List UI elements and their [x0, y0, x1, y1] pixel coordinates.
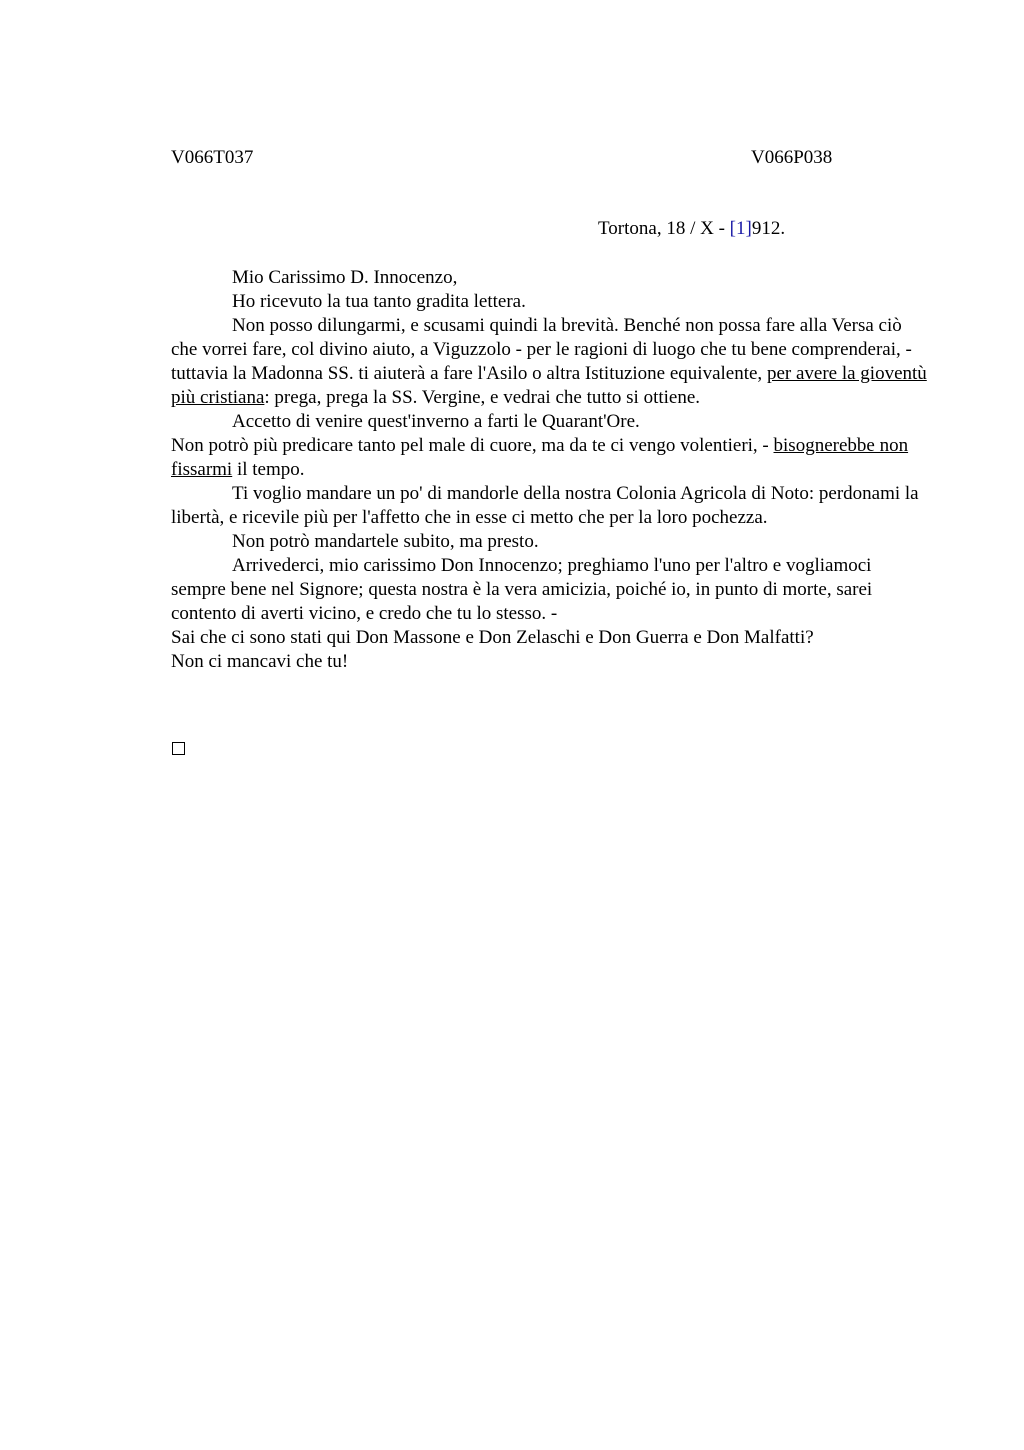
paragraph-2 — [171, 314, 931, 410]
paragraph-3: Accetto di venire quest'inverno a farti le Quarant'Ore. — [232, 411, 640, 432]
paragraph-5: Ti voglio mandare un po' di mandorle della nostra Colonia Agricola di Noto: perdonami la libertà, e ricevile più per l'affetto che in esse ci metto che per la loro pochezza. — [171, 483, 919, 528]
paragraph-9: Non ci mancavi che tu! — [171, 651, 349, 672]
document-code-right: V066P038 — [751, 147, 833, 168]
paragraph-1: Ho ricevuto la tua tanto gradita lettera. — [232, 291, 526, 312]
end-marker-box-icon — [172, 742, 185, 755]
paragraph-7: Arrivederci, mio carissimo Don Innocenzo; preghiamo l'uno per l'altro e vogliamoci sempre bene nel Signore; questa nostra è la vera amicizia, poiché io, in punto di morte, sarei contento di averti vicino, e credo che tu lo stesso. - — [171, 555, 873, 624]
dateline-year: 912. — [751, 218, 786, 239]
paragraph-2-text-b: : prega, prega la SS. Vergine, e vedrai che tutto si ottiene. — [264, 387, 701, 408]
paragraph-4-text-a: Non potrò più predicare tanto pel male di cuore, ma da te ci vengo volentieri, - — [171, 435, 774, 456]
paragraph-8: Sai che ci sono stati qui Don Massone e Don Zelaschi e Don Guerra e Don Malfatti? — [171, 627, 814, 648]
dateline-place: Tortona, 18 / X - — [598, 218, 730, 239]
footnote-ref-link[interactable]: [1] — [729, 218, 752, 239]
underlined-phrase: bisognerebbe non fissarmi — [171, 435, 909, 480]
letter-body — [171, 266, 931, 674]
document-code-left: V066T037 — [171, 147, 254, 168]
paragraph-4-text-b: il tempo. — [232, 459, 305, 480]
paragraph-4 — [171, 434, 931, 482]
salutation: Mio Carissimo D. Innocenzo, — [232, 267, 458, 288]
dateline — [598, 218, 785, 240]
underlined-phrase: per avere la gioventù più cristiana — [171, 363, 927, 408]
paragraph-2-text-a: Non posso dilungarmi, e scusami quindi la brevità. Benché non possa fare alla Versa ciò che vorrei fare, col divino aiuto, a Viguzzolo - per le ragioni di luogo che tu bene comprenderai, - tuttavia la Madonna SS. ti aiuterà a fare l'Asilo o altra Istituzione equivalente, — [171, 315, 912, 384]
paragraph-6: Non potrò mandartele subito, ma presto. — [232, 531, 539, 552]
